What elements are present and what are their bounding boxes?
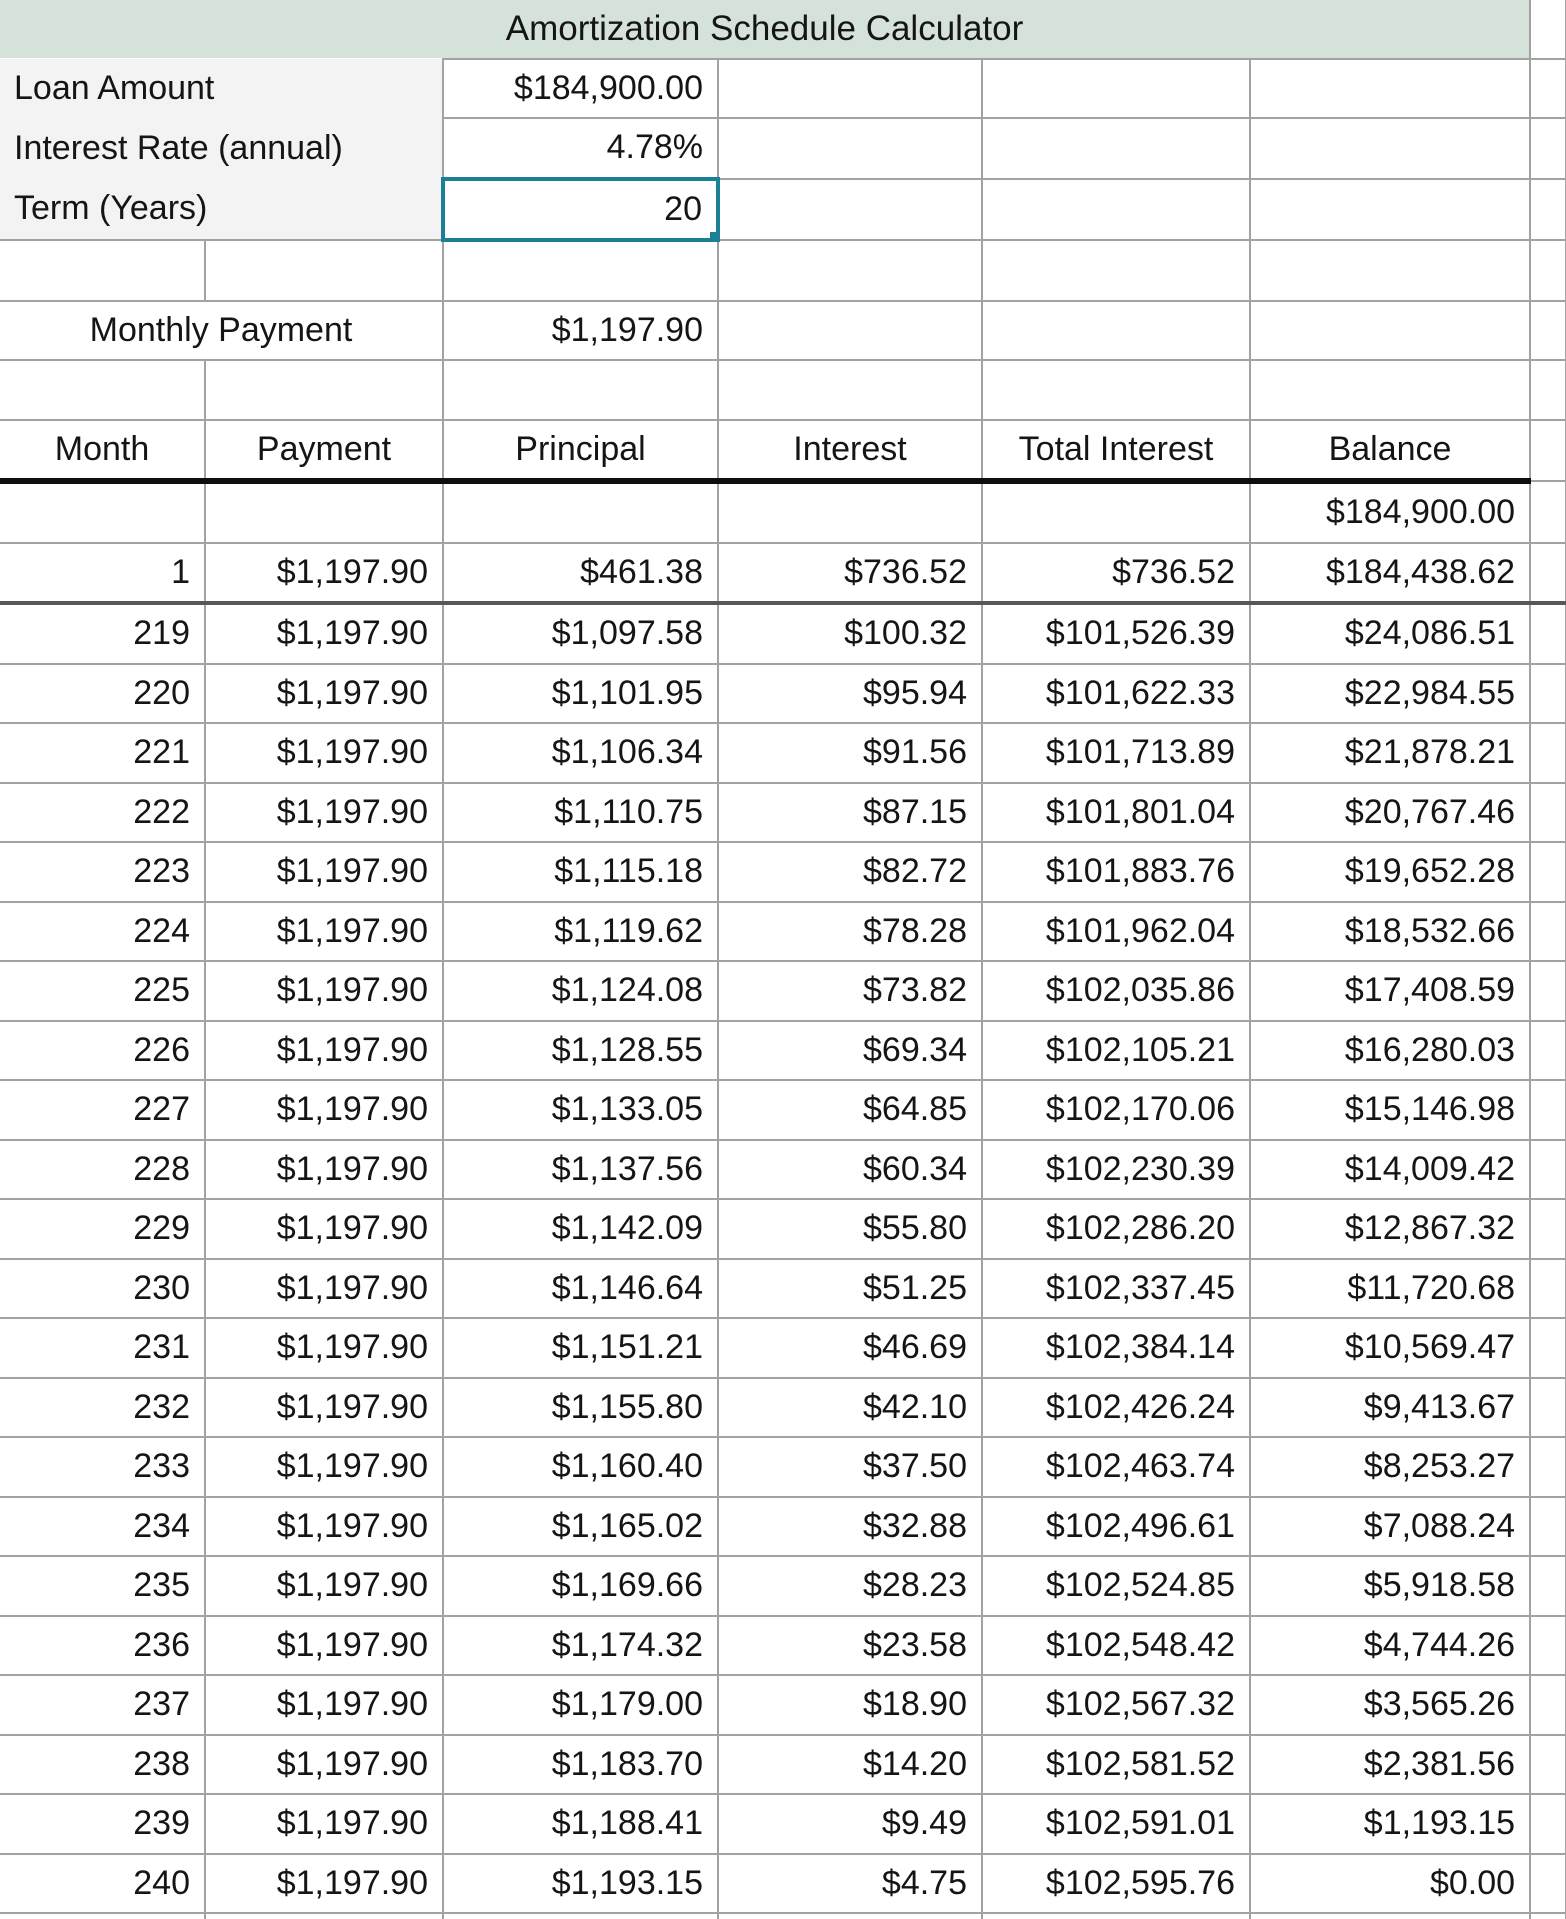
cell-value[interactable]: $1,188.41 [443,1794,718,1854]
cell-value[interactable]: $1,197.90 [205,1378,443,1438]
interest-rate-value-cell[interactable]: 4.78% [443,118,718,179]
cell-empty[interactable] [1530,543,1566,604]
cell-value[interactable]: $60.34 [718,1140,982,1200]
cell-empty[interactable] [1530,301,1566,361]
cell-month[interactable]: 237 [0,1675,205,1735]
cell-value[interactable]: $1,193.15 [443,1854,718,1914]
table-row [0,1794,1566,1854]
cell-value[interactable]: $102,548.42 [982,1616,1250,1676]
cell-value[interactable]: $91.56 [718,723,982,783]
cell-value[interactable]: $14,009.42 [1250,1140,1530,1200]
cell-value[interactable]: $102,567.32 [982,1675,1250,1735]
cell-value[interactable]: $1,197.90 [205,961,443,1021]
cell-empty[interactable] [1530,783,1566,843]
cell-value[interactable]: $1,124.08 [443,961,718,1021]
loan-amount-label: Loan Amount [0,59,443,119]
cell-empty[interactable] [1250,360,1530,420]
blank-row [0,360,1566,420]
table-row [0,961,1566,1021]
cell-value[interactable] [205,481,443,543]
cell-value[interactable]: $1,137.56 [443,1140,718,1200]
cell-empty[interactable] [1530,1259,1566,1319]
cell-value[interactable]: $1,146.64 [443,1259,718,1319]
cell-empty[interactable] [718,179,982,241]
cell-month[interactable]: 233 [0,1437,205,1497]
cell-value[interactable]: $102,170.06 [982,1080,1250,1140]
table-row [0,664,1566,724]
cell-empty[interactable] [1530,179,1566,241]
cell-empty[interactable] [1530,1378,1566,1438]
cell-value[interactable]: $101,962.04 [982,902,1250,962]
table-row [0,1616,1566,1676]
cell-value[interactable]: $1,197.90 [205,1675,443,1735]
cell-empty[interactable] [1250,301,1530,361]
cell-value[interactable]: $184,438.62 [1250,543,1530,604]
cell-empty[interactable] [1250,179,1530,241]
column-header-balance[interactable]: Balance [1250,420,1530,482]
cell-empty[interactable] [1530,420,1566,482]
term-years-value: 20 [664,189,702,228]
cell-empty[interactable] [1530,1080,1566,1140]
cell-empty[interactable] [205,360,443,420]
cell-empty[interactable] [1530,1913,1566,1919]
table-row [0,723,1566,783]
cell-value[interactable]: $22,984.55 [1250,664,1530,724]
cell-value[interactable]: $87.15 [718,783,982,843]
monthly-payment-row [0,301,1566,361]
cell-month[interactable]: 232 [0,1378,205,1438]
cell-value[interactable]: $1,179.00 [443,1675,718,1735]
cell-value[interactable]: $1,197.90 [205,1318,443,1378]
cell-value[interactable]: $11,720.68 [1250,1259,1530,1319]
table-row [0,1735,1566,1795]
blank-row [0,240,1566,301]
cell-value[interactable]: $21,878.21 [1250,723,1530,783]
cell-empty[interactable] [1530,1497,1566,1557]
schedule-header-row [0,420,1566,482]
table-row [0,1556,1566,1616]
cell-value[interactable]: $1,197.90 [205,1021,443,1081]
cell-value[interactable]: $1,110.75 [443,783,718,843]
cell-value[interactable]: $0.00 [1250,1854,1530,1914]
cell-value[interactable]: $19,652.28 [1250,842,1530,902]
cell-value[interactable]: $1,106.34 [443,723,718,783]
cell-value[interactable]: $7,088.24 [1250,1497,1530,1557]
cell-empty[interactable] [718,301,982,361]
cell-month[interactable]: 223 [0,842,205,902]
cell-empty[interactable] [982,118,1250,179]
cell-value[interactable]: $1,197.90 [205,1437,443,1497]
cell-empty[interactable] [1530,603,1566,664]
cell-value[interactable]: $28.23 [718,1556,982,1616]
cell-value[interactable]: $18,532.66 [1250,902,1530,962]
cell-value[interactable]: $15,146.98 [1250,1080,1530,1140]
cell-value[interactable]: $101,622.33 [982,664,1250,724]
table-row [0,902,1566,962]
cell-value[interactable]: $1,197.90 [205,1080,443,1140]
cell-month[interactable] [0,481,205,543]
cell-value[interactable]: $4,744.26 [1250,1616,1530,1676]
cell-value[interactable]: $1,197.90 [205,783,443,843]
cell-empty[interactable] [1530,481,1566,543]
cell-value[interactable]: $4.75 [718,1854,982,1914]
cell-empty[interactable] [1250,59,1530,119]
cell-empty[interactable] [1530,1437,1566,1497]
cell-value[interactable]: $55.80 [718,1199,982,1259]
cell-value[interactable]: $23.58 [718,1616,982,1676]
cell-empty[interactable] [1530,723,1566,783]
cell-value[interactable] [718,481,982,543]
cell-value[interactable]: $1,197.90 [205,1199,443,1259]
monthly-payment-label: Monthly Payment [0,301,443,361]
cell-month[interactable]: 221 [0,723,205,783]
cell-month[interactable]: 1 [0,543,205,604]
cell-value[interactable]: $12,867.32 [1250,1199,1530,1259]
cell-empty[interactable] [1530,842,1566,902]
cell-value[interactable]: $1,197.90 [205,1735,443,1795]
cell-month[interactable]: 227 [0,1080,205,1140]
cell-month[interactable]: 222 [0,783,205,843]
cell-empty[interactable] [205,1913,443,1919]
term-years-value-cell-selected[interactable] [443,179,718,241]
cell-value[interactable]: $1,142.09 [443,1199,718,1259]
cell-value[interactable]: $24,086.51 [1250,603,1530,664]
cell-empty[interactable] [982,59,1250,119]
cell-value[interactable]: $736.52 [982,543,1250,604]
cell-value[interactable]: $1,151.21 [443,1318,718,1378]
loan-amount-value-cell[interactable]: $184,900.00 [443,59,718,119]
cell-value[interactable]: $1,165.02 [443,1497,718,1557]
cell-empty[interactable] [982,301,1250,361]
cell-value[interactable]: $1,197.90 [205,842,443,902]
cell-empty[interactable] [1530,0,1566,59]
table-row [0,1675,1566,1735]
cell-value[interactable]: $101,713.89 [982,723,1250,783]
cell-empty[interactable] [0,1913,205,1919]
cell-month[interactable]: 226 [0,1021,205,1081]
cell-value[interactable]: $102,230.39 [982,1140,1250,1200]
cell-month[interactable]: 230 [0,1259,205,1319]
cell-empty[interactable] [718,360,982,420]
cell-empty[interactable] [982,179,1250,241]
cell-empty[interactable] [443,360,718,420]
cell-value[interactable]: $100.32 [718,603,982,664]
table-row [0,1140,1566,1200]
cell-value[interactable]: $461.38 [443,543,718,604]
cell-value[interactable]: $1,197.90 [205,543,443,604]
cell-empty[interactable] [1530,1199,1566,1259]
cell-value[interactable]: $51.25 [718,1259,982,1319]
cell-value[interactable]: $1,128.55 [443,1021,718,1081]
input-row-loan-amount [0,59,1566,119]
cell-value[interactable]: $10,569.47 [1250,1318,1530,1378]
table-row [0,543,1566,604]
cell-value[interactable]: $1,197.90 [205,1259,443,1319]
cell-value[interactable]: $102,035.86 [982,961,1250,1021]
cell-value[interactable]: $1,197.90 [205,723,443,783]
cell-value[interactable]: $1,101.95 [443,664,718,724]
column-header-total-interest[interactable]: Total Interest [982,420,1250,482]
cell-value[interactable]: $46.69 [718,1318,982,1378]
cell-month[interactable]: 240 [0,1854,205,1914]
cell-month[interactable]: 220 [0,664,205,724]
cell-value[interactable]: $102,286.20 [982,1199,1250,1259]
cell-value[interactable]: $8,253.27 [1250,1437,1530,1497]
cell-value[interactable]: $1,115.18 [443,842,718,902]
cell-value[interactable]: $102,595.76 [982,1854,1250,1914]
cell-empty[interactable] [982,240,1250,301]
cell-value[interactable]: $1,169.66 [443,1556,718,1616]
cell-empty[interactable] [1530,1854,1566,1914]
table-row [0,481,1566,543]
cell-value[interactable]: $1,197.90 [205,902,443,962]
cell-month[interactable]: 219 [0,603,205,664]
cell-value[interactable]: $14.20 [718,1735,982,1795]
cell-empty[interactable] [1250,118,1530,179]
cell-value[interactable]: $73.82 [718,961,982,1021]
cell-value[interactable]: $102,426.24 [982,1378,1250,1438]
cell-value[interactable]: $101,526.39 [982,603,1250,664]
cell-empty[interactable] [1530,664,1566,724]
table-row [0,1199,1566,1259]
cell-month[interactable]: 236 [0,1616,205,1676]
cell-month[interactable]: 235 [0,1556,205,1616]
cell-value[interactable]: $101,883.76 [982,842,1250,902]
column-header-month[interactable]: Month [0,420,205,482]
cell-value[interactable]: $1,183.70 [443,1735,718,1795]
partial-row [0,1913,1566,1919]
cell-value[interactable]: $101,801.04 [982,783,1250,843]
table-row [0,603,1566,664]
table-row [0,1021,1566,1081]
cell-empty[interactable] [1250,240,1530,301]
column-header-interest[interactable]: Interest [718,420,982,482]
cell-value[interactable]: $1,155.80 [443,1378,718,1438]
cell-month[interactable]: 225 [0,961,205,1021]
term-years-label: Term (Years) [0,179,443,241]
cell-value[interactable]: $102,591.01 [982,1794,1250,1854]
cell-value[interactable]: $1,197.90 [205,1616,443,1676]
cell-empty[interactable] [718,240,982,301]
cell-empty[interactable] [205,240,443,301]
cell-empty[interactable] [718,59,982,119]
cell-value[interactable]: $1,174.32 [443,1616,718,1676]
cell-empty[interactable] [718,1913,982,1919]
cell-value[interactable]: $1,197.90 [205,1794,443,1854]
cell-value[interactable]: $102,384.14 [982,1318,1250,1378]
table-row [0,1080,1566,1140]
cell-value[interactable]: $736.52 [718,543,982,604]
cell-value[interactable]: $1,133.05 [443,1080,718,1140]
input-row-interest-rate [0,118,1566,179]
sheet-title: Amortization Schedule Calculator [0,0,1530,59]
cell-empty[interactable] [1530,902,1566,962]
cell-empty[interactable] [1530,59,1566,119]
cell-month[interactable]: 229 [0,1199,205,1259]
cell-empty[interactable] [982,360,1250,420]
cell-empty[interactable] [1530,360,1566,420]
cell-value[interactable]: $20,767.46 [1250,783,1530,843]
table-row [0,783,1566,843]
table-row [0,1318,1566,1378]
table-row [0,1497,1566,1557]
cell-value[interactable]: $5,918.58 [1250,1556,1530,1616]
cell-empty[interactable] [1250,1913,1530,1919]
cell-month[interactable]: 224 [0,902,205,962]
cell-empty[interactable] [718,118,982,179]
cell-value[interactable]: $9,413.67 [1250,1378,1530,1438]
cell-month[interactable]: 234 [0,1497,205,1557]
cell-empty[interactable] [1530,961,1566,1021]
cell-empty[interactable] [1530,1675,1566,1735]
cell-month[interactable]: 238 [0,1735,205,1795]
cell-empty[interactable] [982,1913,1250,1919]
cell-empty[interactable] [0,240,205,301]
cell-value[interactable]: $102,463.74 [982,1437,1250,1497]
cell-value[interactable]: $102,524.85 [982,1556,1250,1616]
cell-value[interactable]: $1,197.90 [205,1497,443,1557]
cell-value[interactable]: $17,408.59 [1250,961,1530,1021]
cell-value[interactable]: $78.28 [718,902,982,962]
cell-empty[interactable] [1530,1021,1566,1081]
cell-value[interactable]: $184,900.00 [1250,481,1530,543]
cell-value[interactable]: $32.88 [718,1497,982,1557]
cell-value[interactable]: $69.34 [718,1021,982,1081]
column-header-principal[interactable]: Principal [443,420,718,482]
cell-empty[interactable] [1530,1616,1566,1676]
title-row [0,0,1566,59]
cell-value[interactable]: $1,119.62 [443,902,718,962]
cell-empty[interactable] [1530,118,1566,179]
cell-value[interactable]: $1,197.90 [205,664,443,724]
cell-empty[interactable] [1530,240,1566,301]
table-row [0,1259,1566,1319]
interest-rate-label: Interest Rate (annual) [0,118,443,179]
cell-empty[interactable] [443,240,718,301]
table-row [0,1378,1566,1438]
cell-value[interactable]: $102,581.52 [982,1735,1250,1795]
cell-value[interactable] [443,481,718,543]
cell-value[interactable]: $37.50 [718,1437,982,1497]
cell-empty[interactable] [1530,1556,1566,1616]
cell-value[interactable]: $102,496.61 [982,1497,1250,1557]
cell-value[interactable]: $1,197.90 [205,1556,443,1616]
cell-value[interactable]: $1,160.40 [443,1437,718,1497]
cell-empty[interactable] [1530,1318,1566,1378]
cell-value[interactable]: $82.72 [718,842,982,902]
cell-value[interactable]: $1,197.90 [205,1854,443,1914]
column-header-payment[interactable]: Payment [205,420,443,482]
cell-month[interactable]: 228 [0,1140,205,1200]
cell-month[interactable]: 239 [0,1794,205,1854]
table-row [0,842,1566,902]
cell-value[interactable]: $9.49 [718,1794,982,1854]
cell-value[interactable]: $102,337.45 [982,1259,1250,1319]
cell-value[interactable] [982,481,1250,543]
cell-empty[interactable] [1530,1735,1566,1795]
cell-value[interactable]: $18.90 [718,1675,982,1735]
cell-value[interactable]: $1,193.15 [1250,1794,1530,1854]
table-row [0,1437,1566,1497]
cell-value[interactable]: $2,381.56 [1250,1735,1530,1795]
selection-fill-handle[interactable] [708,230,718,240]
cell-value[interactable]: $3,565.26 [1250,1675,1530,1735]
cell-value[interactable]: $1,197.90 [205,603,443,664]
monthly-payment-value-cell[interactable]: $1,197.90 [443,301,718,361]
cell-value[interactable]: $1,197.90 [205,1140,443,1200]
cell-empty[interactable] [1530,1140,1566,1200]
cell-month[interactable]: 231 [0,1318,205,1378]
input-row-term-years [0,179,1566,241]
cell-empty[interactable] [0,360,205,420]
cell-empty[interactable] [443,1913,718,1919]
table-row [0,1854,1566,1914]
cell-value[interactable]: $95.94 [718,664,982,724]
cell-value[interactable]: $102,105.21 [982,1021,1250,1081]
cell-value[interactable]: $1,097.58 [443,603,718,664]
cell-value[interactable]: $16,280.03 [1250,1021,1530,1081]
cell-value[interactable]: $64.85 [718,1080,982,1140]
cell-value[interactable]: $42.10 [718,1378,982,1438]
cell-empty[interactable] [1530,1794,1566,1854]
